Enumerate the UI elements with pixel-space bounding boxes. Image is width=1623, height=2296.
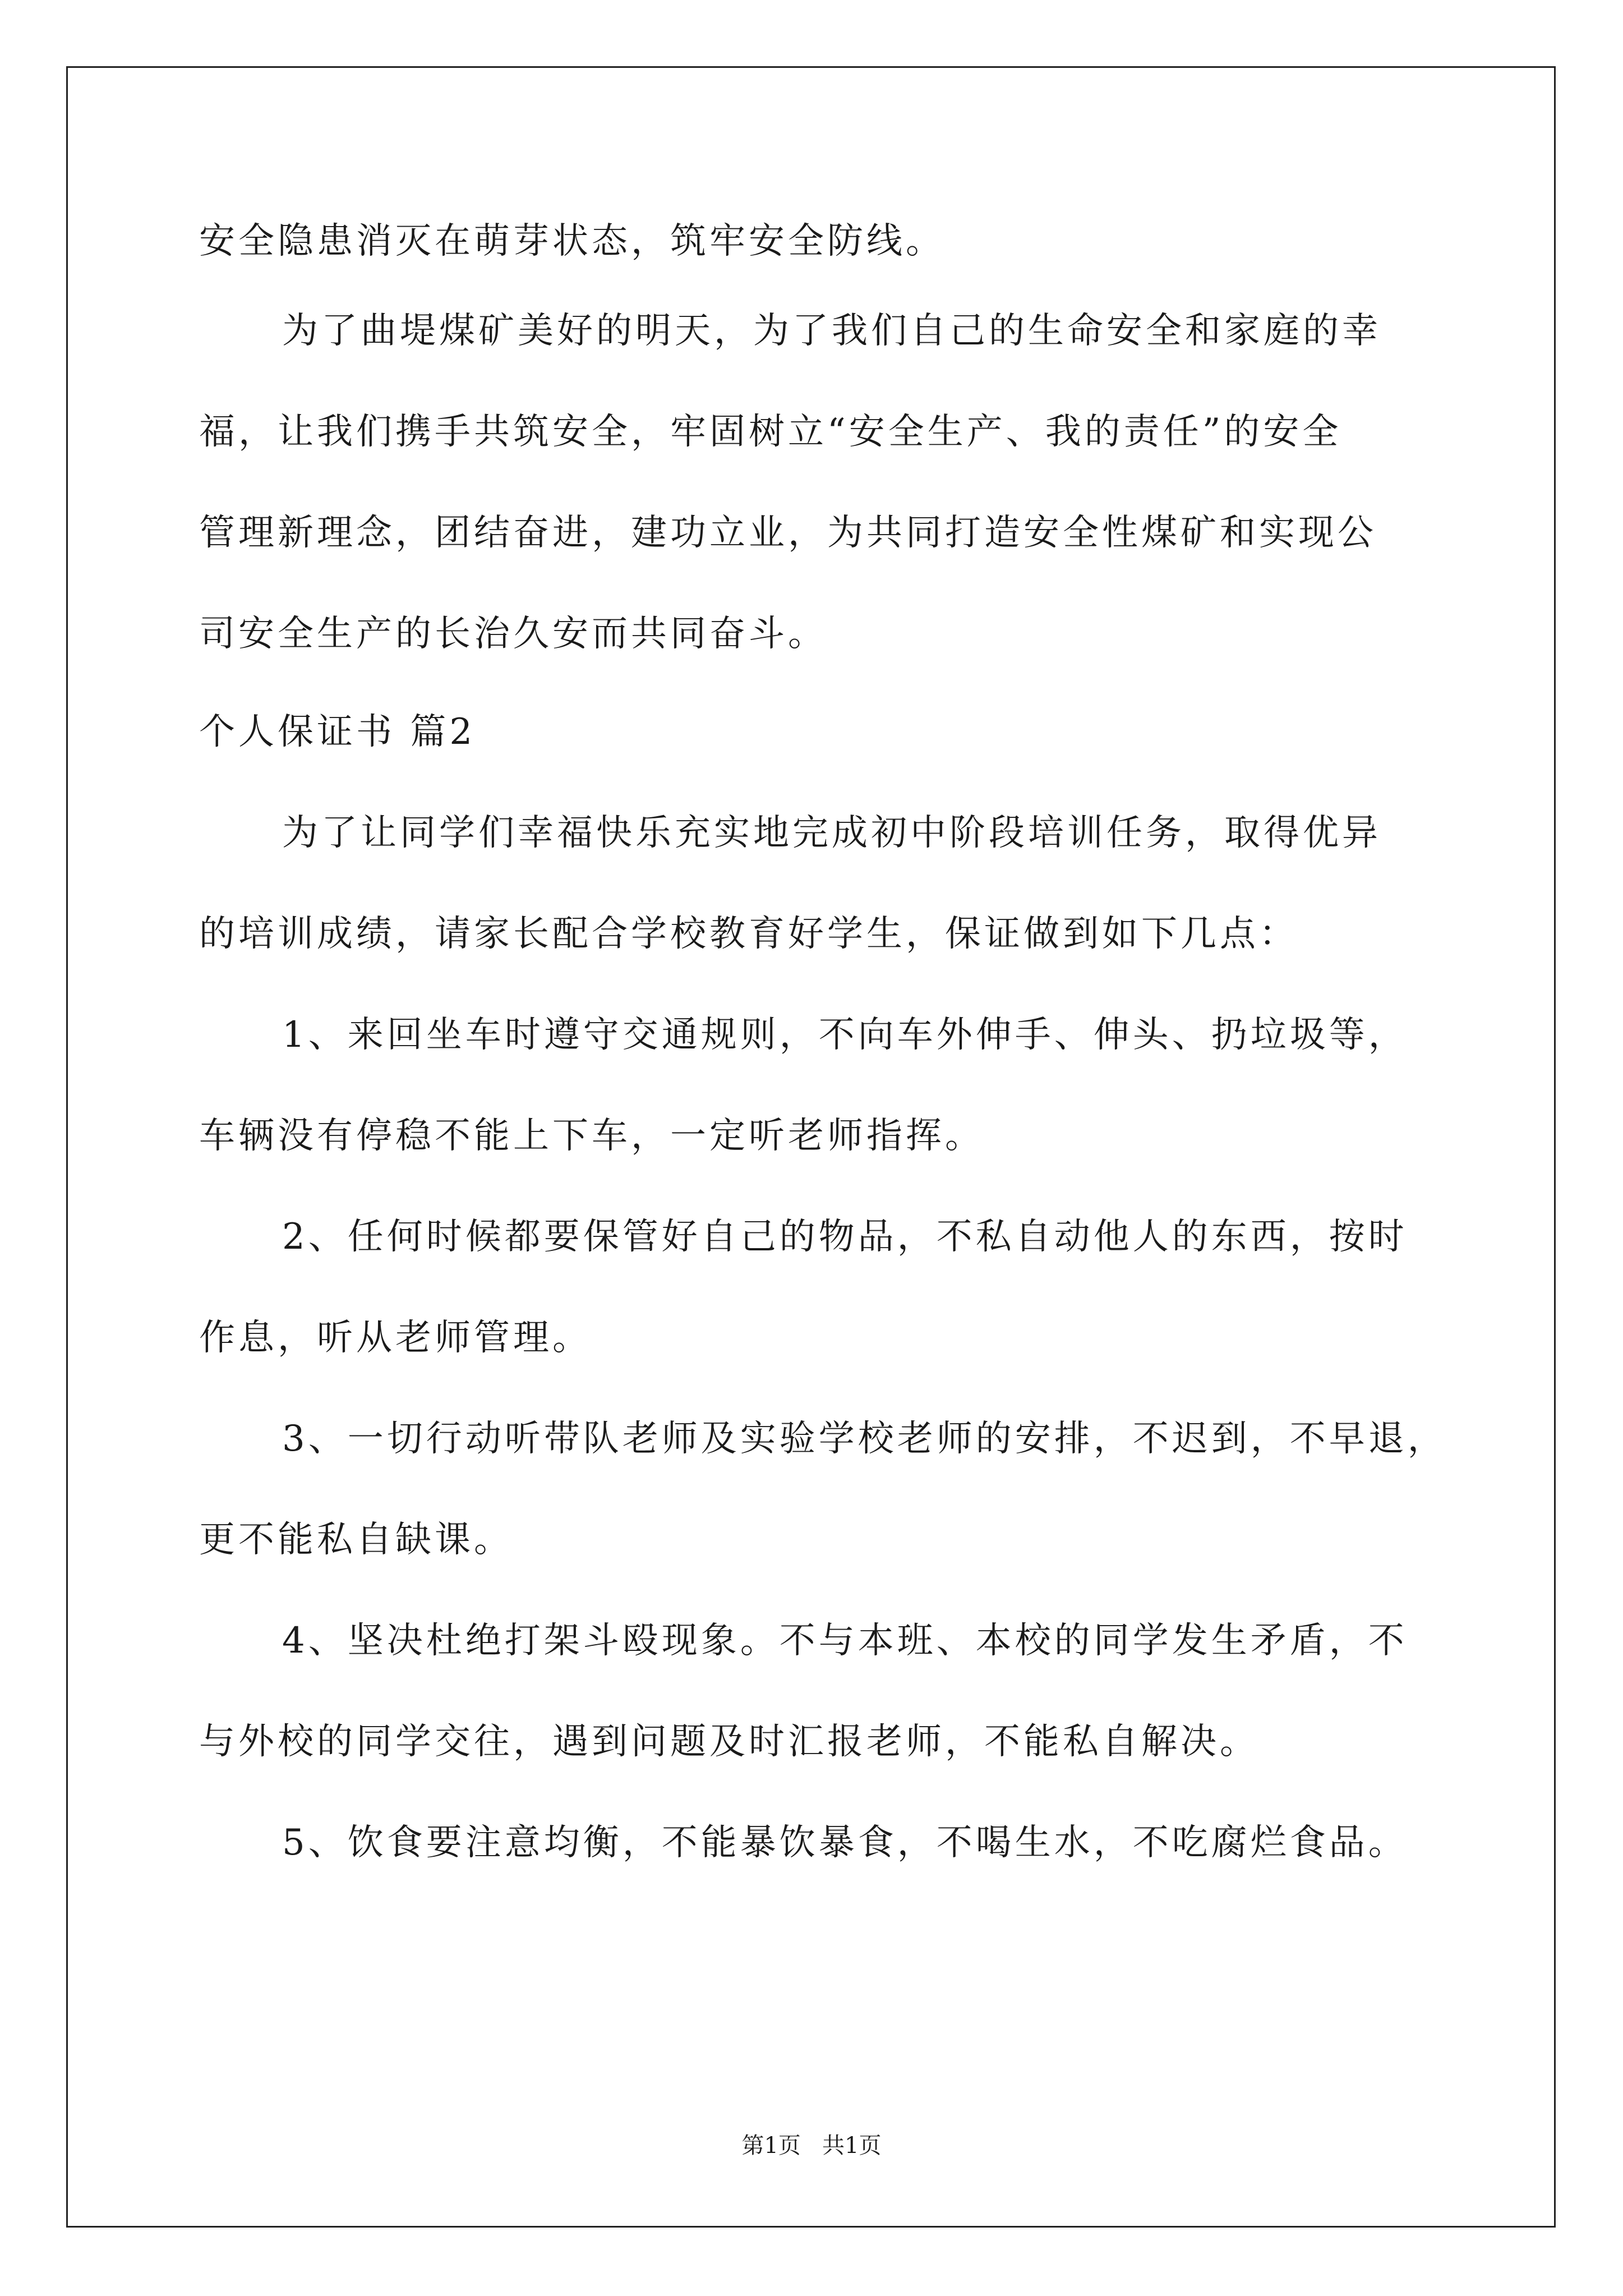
list-item-line: 更不能私自缺课。 <box>199 1519 513 1561</box>
paragraph-line: 安全隐患消灭在萌芽状态，筑牢安全防线。 <box>199 220 945 262</box>
paragraph-line: 为了让同学们幸福快乐充实地完成初中阶段培训任务，取得优异 <box>282 812 1381 854</box>
list-item-line: 4、坚决杜绝打架斗殴现象。不与本班、本校的同学发生矛盾，不 <box>282 1620 1408 1662</box>
list-item-line: 3、一切行动听带队老师及实验学校老师的安排，不迟到，不早退， <box>282 1418 1447 1460</box>
paragraph-line: 管理新理念，团结奋进，建功立业，为共同打造安全性煤矿和实现公 <box>199 512 1377 554</box>
list-item-line: 与外校的同学交往，遇到问题及时汇报老师，不能私自解决。 <box>199 1721 1259 1763</box>
list-item-line: 2、任何时候都要保管好自己的物品，不私自动他人的东西，按时 <box>282 1216 1408 1258</box>
list-item-line: 作息，听从老师管理。 <box>199 1317 592 1359</box>
paragraph-line: 福，让我们携手共筑安全，牢固树立“安全生产、我的责任”的安全 <box>199 411 1342 453</box>
list-item-line: 5、饮食要注意均衡，不能暴饮暴食，不喝生水，不吃腐烂食品。 <box>282 1822 1408 1864</box>
list-item-line: 车辆没有停稳不能上下车，一定听老师指挥。 <box>199 1115 984 1157</box>
paragraph-line: 的培训成绩，请家长配合学校教育好学生，保证做到如下几点： <box>199 913 1298 955</box>
paragraph-line: 为了曲堤煤矿美好的明天，为了我们自己的生命安全和家庭的幸 <box>282 310 1381 352</box>
page-footer: 第1页 共1页 <box>741 2133 882 2159</box>
list-item-line: 1、来回坐车时遵守交通规则，不向车外伸手、伸头、扔垃圾等， <box>282 1014 1408 1056</box>
paragraph-line: 司安全生产的长治久安而共同奋斗。 <box>199 613 827 655</box>
section-heading: 个人保证书 篇2 <box>199 711 476 753</box>
